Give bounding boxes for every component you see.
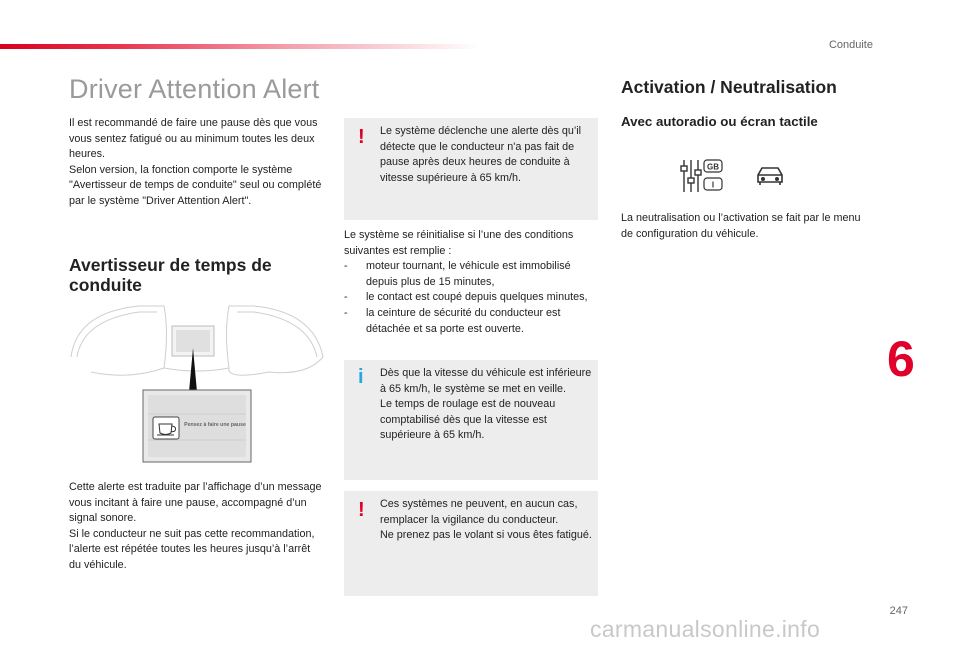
i-label: I [711,180,715,190]
warning-text: Ces systèmes ne peuvent, en aucun cas, remplacer la vigilance du conducteur. Ne prenez pas le volant si vous êtes fatigué. [380,498,592,542]
activation-icons [678,158,788,194]
intro-paragraph: Selon version, la fonction comporte le système "Avertisseur de temps de conduite" seul ou complété par le système "Driver Attention Alert". [69,163,322,207]
timer-paragraph: Si le conducteur ne suit pas cette recommandation, l’alerte est répétée toutes les heures jusqu’à l’arrêt du véhicule. [69,527,315,571]
info-text: Dès que la vitesse du véhicule est inférieure à 65 km/h, le système se met en veille. Le temps de roulage est de nouveau comptabilisé dès que la vitesse est supérieure à 65 km/h. [380,367,592,442]
watermark: carmanualsonline.info [590,616,821,642]
header-accent-bar [0,44,480,49]
gb-label: GB [707,162,719,172]
warning-text: Le système déclenche une alerte dès qu’il détecte que le conducteur n'a pas fait de pause après deux heures de conduite à vitesse supérieure à 65 km/h. [380,125,582,184]
list-item: - le contact est coupé depuis quelques minutes, [344,291,588,304]
info-icon: i [358,366,364,388]
intro-text [69,116,327,210]
subheading-radio: Avec autoradio ou écran tactile [621,114,818,129]
coffee-cup-icon [153,417,179,439]
warning-icon: ! [358,126,365,148]
warning-icon: ! [358,499,365,521]
warning-box-alert [344,118,598,220]
list-item: - la ceinture de sécurité du conducteur est détachée et sa porte est ouverte. [344,306,561,335]
page-title: Driver Attention Alert [69,74,320,104]
car-icon [758,168,782,185]
section-heading-timer: Avertisseur de temps de conduite [69,255,272,295]
activation-text: La neutralisation ou l’activation se fait par le menu de configuration du véhicule. [621,212,861,240]
reset-intro: Le système se réinitialise si l’une des conditions suivantes est remplie : [344,229,574,257]
intro-paragraph: Il est recommandé de faire une pause dès que vous vous sentez fatigué ou au minimum toutes les deux heures. [69,117,318,161]
warning-box-vigilance [344,491,598,596]
page-number: 247 [889,605,908,617]
info-box [344,360,598,480]
section-label: Conduite [828,39,873,51]
dashboard-illustration [69,302,325,468]
timer-description [69,480,325,574]
section-heading-activation: Activation / Neutralisation [621,77,837,97]
timer-paragraph: Cette alerte est traduite par l’affichage d’un message vous incitant à faire une pause, accompagné d’un signal sonore. [69,481,322,525]
chapter-number: 6 [887,331,915,387]
list-item: - moteur tournant, le véhicule est immobilisé depuis plus de 15 minutes, [344,260,571,288]
settings-sliders-icon [681,160,701,192]
reset-conditions [344,228,602,337]
screen-message: Pensez à faire une pause [184,422,246,428]
